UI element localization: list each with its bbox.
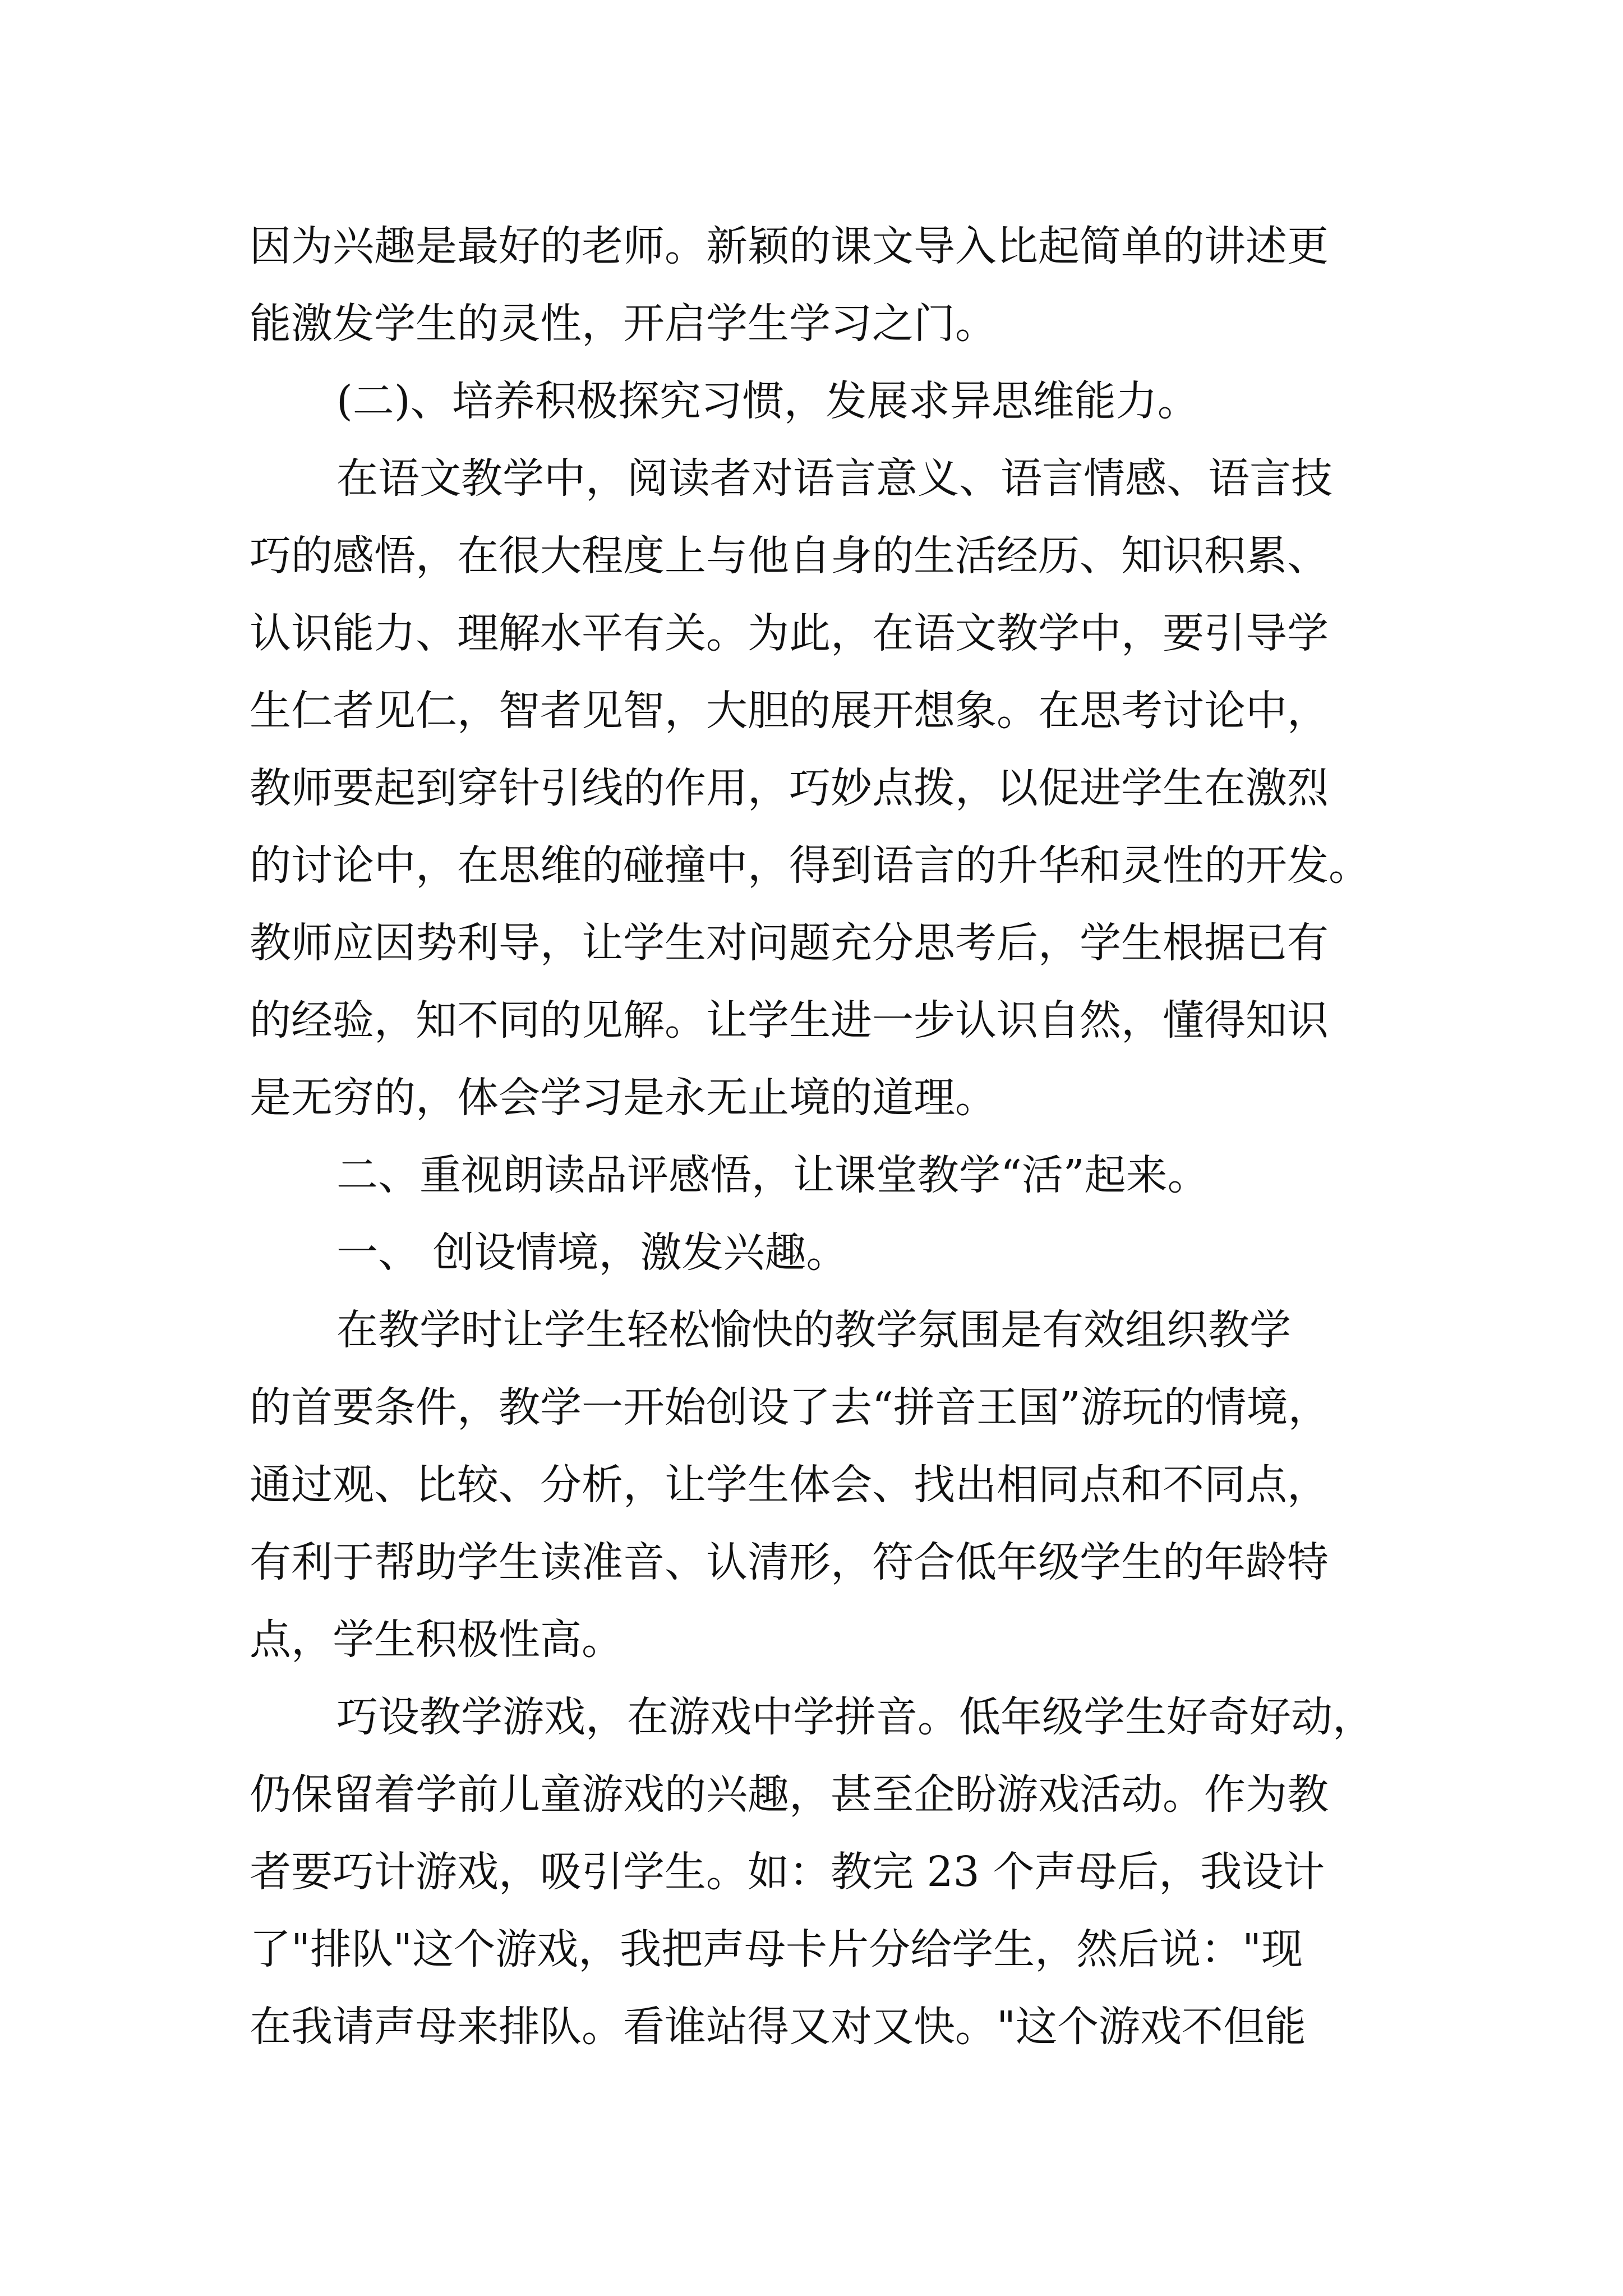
text-line: 二、重视朗读品评感悟，让课堂教学“活”起来。	[336, 1151, 1209, 1199]
text-line: 的讨论中，在思维的碰撞中，得到语言的升华和灵性的开发。	[250, 841, 1370, 890]
text-line: 巧的感悟，在很大程度上与他自身的生活经历、知识积累、	[250, 532, 1329, 580]
text-line: 有利于帮助学生读准音、认清形，符合低年级学生的年龄特	[250, 1538, 1329, 1586]
text-line: 认识能力、理解水平有关。为此，在语文教学中，要引导学	[250, 609, 1329, 657]
document-body	[250, 208, 1405, 2065]
text-line: 的经验，知不同的见解。让学生进一步认识自然，懂得知识	[250, 996, 1329, 1045]
text-line: 是无穷的，体会学习是永无止境的道理。	[250, 1074, 997, 1122]
text-line: 生仁者见仁，智者见智，大胆的展开想象。在思考讨论中，	[250, 687, 1329, 735]
text-line: 在教学时让学生轻松愉快的教学氛围是有效组织教学	[336, 1306, 1291, 1354]
text-line: 通过观、比较、分析，让学生体会、找出相同点和不同点，	[250, 1461, 1329, 1509]
text-line: 点，学生积极性高。	[250, 1616, 623, 1664]
text-line: 者要巧计游戏，吸引学生。如：教完 23 个声母后，我设计	[250, 1848, 1325, 1896]
text-line: 了"排队"这个游戏，我把声母卡片分给学生，然后说："现	[250, 1925, 1303, 1973]
text-line: 教师应因势利导，让学生对问题充分思考后，学生根据已有	[250, 919, 1329, 967]
text-line: 因为兴趣是最好的老师。新颖的课文导入比起简单的讲述更	[250, 222, 1329, 270]
text-line: 一、 创设情境，激发兴趣。	[336, 1228, 848, 1277]
text-line: 的首要条件，教学一开始创设了去“拼音王国”游玩的情境，	[250, 1383, 1330, 1432]
text-line: 巧设教学游戏，在游戏中学拼音。低年级学生好奇好动，	[336, 1693, 1374, 1741]
text-line: 在我请声母来排队。看谁站得又对又快。"这个游戏不但能	[250, 2003, 1307, 2051]
text-line: 能激发学生的灵性，开启学生学习之门。	[250, 300, 997, 348]
text-line: 仍保留着学前儿童游戏的兴趣，甚至企盼游戏活动。作为教	[250, 1770, 1329, 1819]
text-line: 在语文教学中，阅读者对语言意义、语言情感、语言技	[336, 454, 1332, 503]
text-line: (二)、培养积极探究习惯，发展求异思维能力。	[336, 377, 1199, 425]
text-line: 教师要起到穿针引线的作用，巧妙点拨，以促进学生在激烈	[250, 764, 1329, 812]
